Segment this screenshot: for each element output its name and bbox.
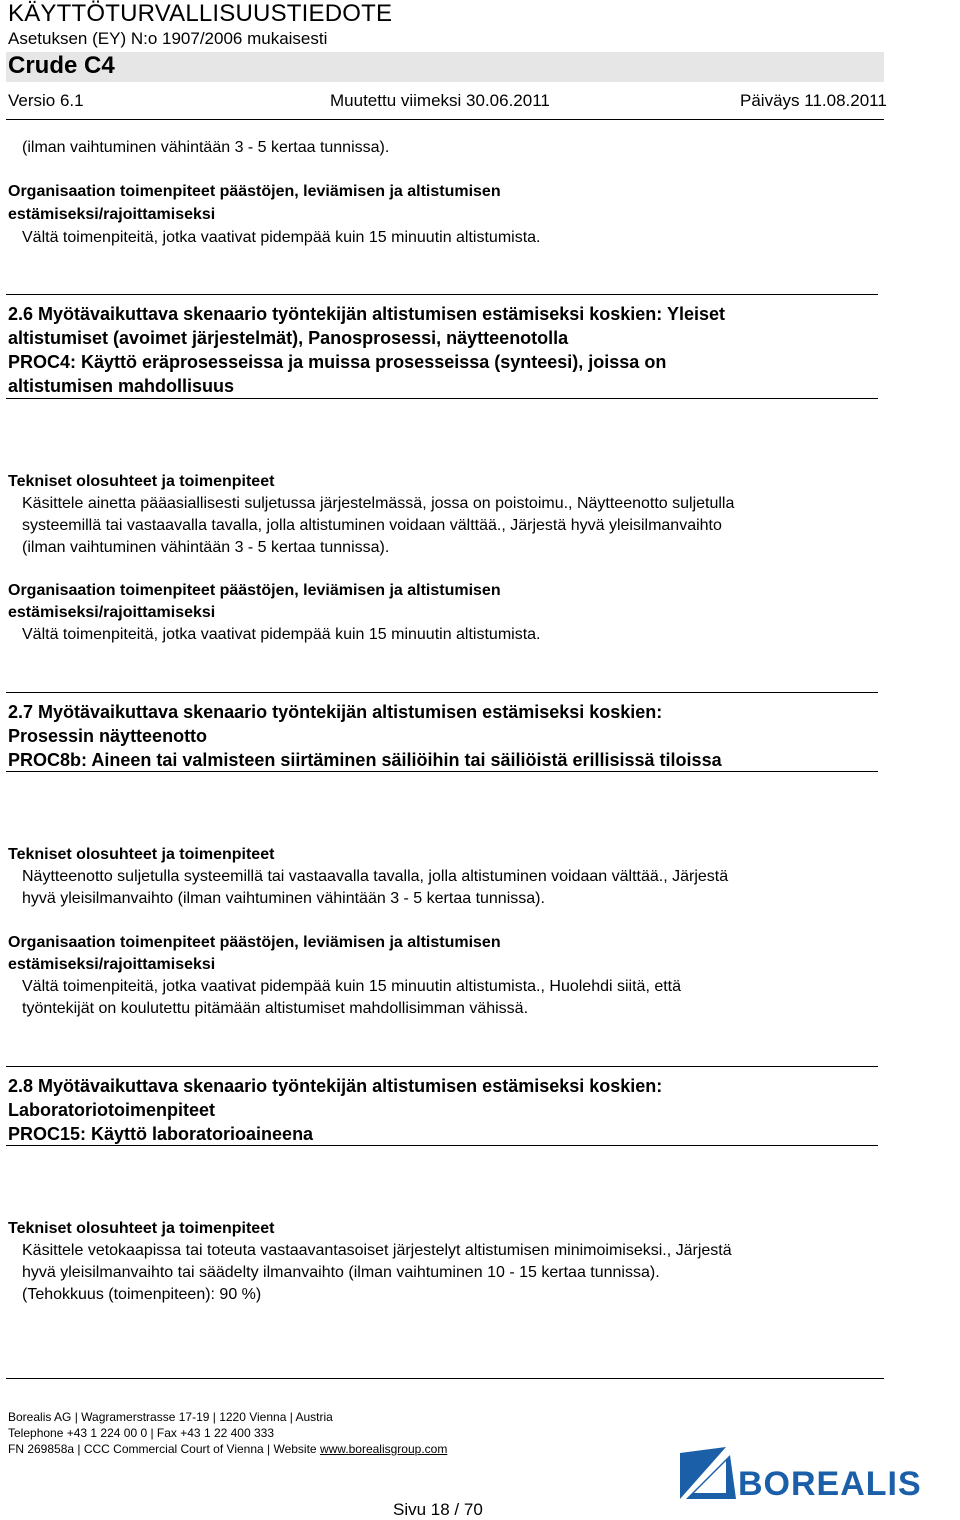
technical-conditions-text: hyvä yleisilmanvaihto tai säädelty ilmanvaihto (ilman vaihtuminen 10 - 15 kertaa tunnissa).	[22, 1264, 660, 1281]
technical-conditions-text: Näytteenotto suljetulla systeemillä tai vastaavalla tavalla, jolla altistuminen voidaan välttää., Järjestä	[22, 868, 729, 885]
technical-conditions-text: hyvä yleisilmanvaihto (ilman vaihtuminen vähintään 3 - 5 kertaa tunnissa).	[22, 890, 545, 907]
technical-conditions-heading: Tekniset olosuhteet ja toimenpiteet	[8, 473, 275, 490]
technical-conditions-text: Käsittele ainetta pääasiallisesti suljetussa järjestelmässä, jossa on poistoimu., Näytteenotto suljetulla	[22, 495, 735, 512]
section-2-6-proc: altistumisen mahdollisuus	[8, 376, 235, 396]
borealis-logo-text: BOREALIS	[738, 1465, 922, 1503]
modified-date: Muutettu viimeksi 30.06.2011	[330, 91, 550, 110]
footer-divider	[6, 1378, 884, 1379]
section-2-6-proc: PROC4: Käyttö eräprosesseissa ja muissa prosesseissa (synteesi), joissa on	[8, 352, 667, 372]
section-divider	[6, 294, 878, 295]
section-underline	[6, 771, 878, 772]
borealis-logo	[680, 1445, 960, 1505]
org-measures-text: työntekijät on koulutettu pitämään altistumiset mahdollisimman vähissä.	[22, 1000, 529, 1017]
footer-registry	[8, 1442, 447, 1456]
product-band	[6, 52, 884, 82]
version-label: Versio 6.1	[8, 91, 84, 110]
header-divider	[6, 119, 884, 120]
document-title: KÄYTTÖTURVALLISUUSTIEDOTE	[8, 0, 393, 27]
borealis-logo-icon	[680, 1447, 736, 1499]
section-2-8-title: Laboratoriotoimenpiteet	[8, 1100, 216, 1120]
org-measures-heading: Organisaation toimenpiteet päästöjen, leviämisen ja altistumisen	[8, 183, 501, 200]
org-measures-heading-cont: estämiseksi/rajoittamiseksi	[8, 604, 216, 621]
section-2-8-proc: PROC15: Käyttö laboratorioaineena	[8, 1124, 314, 1144]
technical-conditions-heading: Tekniset olosuhteet ja toimenpiteet	[8, 846, 275, 863]
org-measures-text: Vältä toimenpiteitä, jotka vaativat pidempää kuin 15 minuutin altistumista., Huolehdi siitä, että	[22, 978, 682, 995]
technical-conditions-text: Käsittele vetokaapissa tai toteuta vastaavantasoiset järjestelyt altistumisen minimoimiseksi., Järjestä	[22, 1242, 732, 1259]
org-measures-heading-cont: estämiseksi/rajoittamiseksi	[8, 206, 216, 223]
footer-address: Borealis AG | Wagramerstrasse 17-19 | 1220 Vienna | Austria	[8, 1410, 333, 1424]
technical-conditions-heading: Tekniset olosuhteet ja toimenpiteet	[8, 1220, 275, 1237]
technical-conditions-text: (ilman vaihtuminen vähintään 3 - 5 kertaa tunnissa).	[22, 539, 390, 556]
footer-registry-text: FN 269858a | CCC Commercial Court of Vienna | Website	[8, 1442, 320, 1456]
section-divider	[6, 692, 878, 693]
org-measures-text: Vältä toimenpiteitä, jotka vaativat pidempää kuin 15 minuutin altistumista.	[22, 229, 541, 246]
org-measures-heading-cont: estämiseksi/rajoittamiseksi	[8, 956, 216, 973]
section-2-7-title: 2.7 Myötävaikuttava skenaario työntekijän altistumisen estämiseksi koskien:	[8, 702, 663, 722]
org-measures-text: Vältä toimenpiteitä, jotka vaativat pidempää kuin 15 minuutin altistumista.	[22, 626, 541, 643]
page-number: Sivu 18 / 70	[393, 1500, 483, 1519]
org-measures-heading: Organisaation toimenpiteet päästöjen, leviämisen ja altistumisen	[8, 582, 501, 599]
continued-text: (ilman vaihtuminen vähintään 3 - 5 kertaa tunnissa).	[22, 139, 390, 156]
section-2-7-title: Prosessin näytteenotto	[8, 726, 208, 746]
section-divider	[6, 1066, 878, 1067]
section-2-6-title: altistumiset (avoimet järjestelmät), Panosprosessi, näytteenotolla	[8, 328, 569, 348]
section-underline	[6, 1145, 878, 1146]
org-measures-heading: Organisaation toimenpiteet päästöjen, leviämisen ja altistumisen	[8, 934, 501, 951]
issue-date: Päiväys 11.08.2011	[740, 91, 887, 110]
technical-conditions-text: systeemillä tai vastaavalla tavalla, jolla altistuminen voidaan välttää., Järjestä hyvä yleisilmanvaihto	[22, 517, 722, 534]
regulation-reference: Asetuksen (EY) N:o 1907/2006 mukaisesti	[8, 29, 328, 48]
section-underline	[6, 398, 878, 399]
technical-conditions-text: (Tehokkuus (toimenpiteen): 90 %)	[22, 1286, 262, 1303]
section-2-7-proc: PROC8b: Aineen tai valmisteen siirtäminen säiliöihin tai säiliöistä erillisissä tiloissa	[8, 750, 722, 770]
footer-phone: Telephone +43 1 224 00 0 | Fax +43 1 22 400 333	[8, 1426, 275, 1440]
product-name: Crude C4	[8, 52, 115, 79]
section-2-6-title: 2.6 Myötävaikuttava skenaario työntekijän altistumisen estämiseksi koskien: Yleiset	[8, 304, 725, 324]
website-link[interactable]: www.borealisgroup.com	[319, 1442, 448, 1456]
section-2-8-title: 2.8 Myötävaikuttava skenaario työntekijän altistumisen estämiseksi koskien:	[8, 1076, 663, 1096]
